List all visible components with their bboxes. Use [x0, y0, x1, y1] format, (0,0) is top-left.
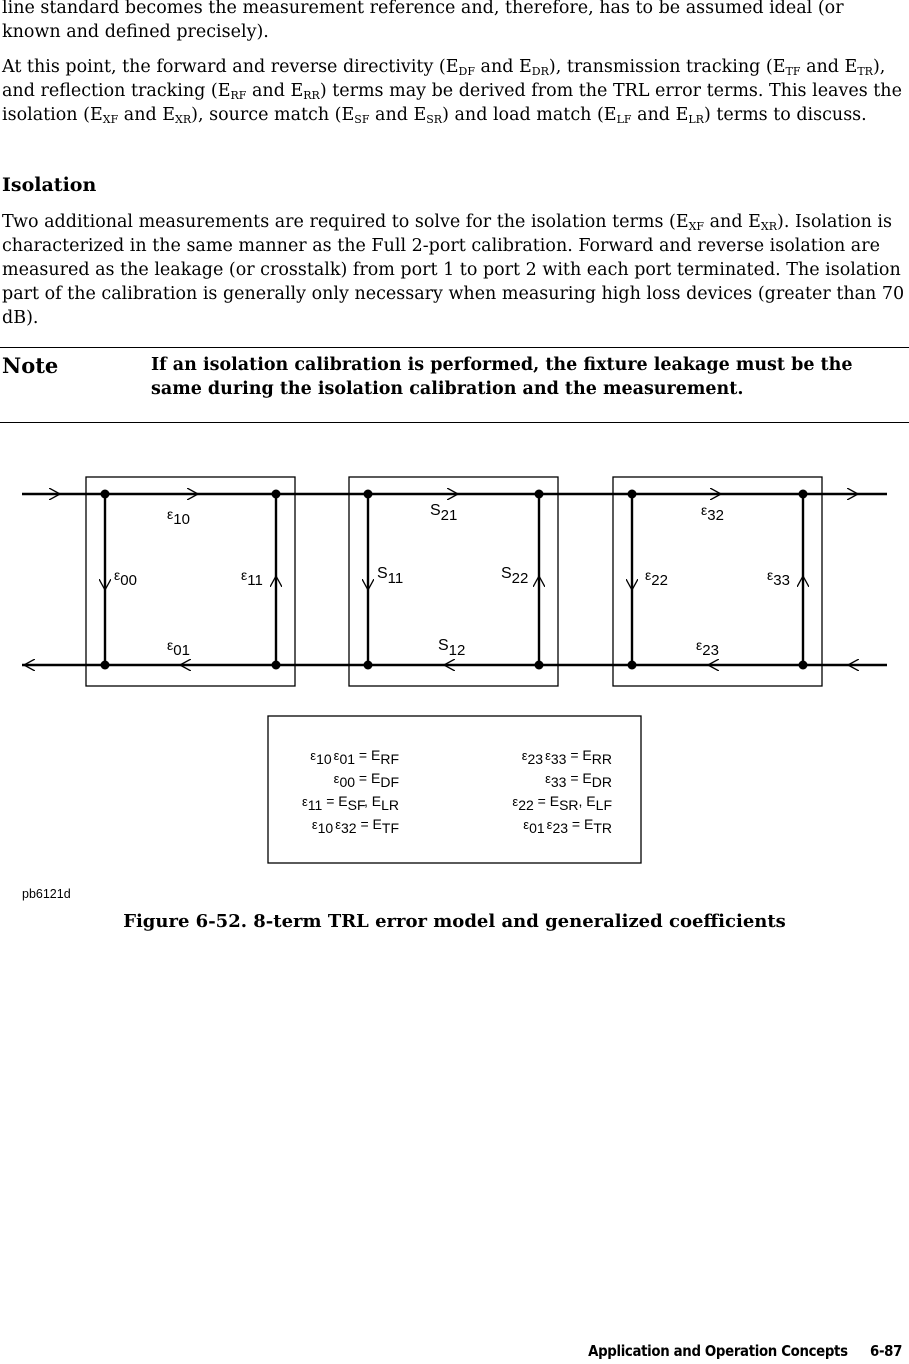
node	[364, 490, 373, 499]
label-e00: ε00	[114, 567, 137, 589]
page-footer	[588, 1342, 902, 1360]
node	[272, 661, 281, 670]
node	[101, 490, 110, 499]
section-heading-isolation: Isolation	[2, 174, 97, 196]
eq-e23-e33-err: ε23 ε33 = ERR	[521, 747, 612, 767]
node	[101, 661, 110, 670]
note-bottom-rule	[0, 422, 909, 423]
error-terms-paragraph: At this point, the forward and reverse directivity ($E_{DF}$ and $E_{DR}$), transmission tracking ($E_{TF}$ and $E_{TR}$), and reflection tracking ($E_{RF}$ and $E_{RR}$) terms may be derived from the TRL error terms. This leaves the isolation ($E_{XF}$ and $E_{XR}$), source match ($E_{SF}$ and $E_{SR}$) and load match ($E_{LF}$ and $E_{LR}$) terms to discuss.	[2, 57, 902, 126]
label-e23: ε23	[696, 637, 719, 659]
intro-paragraph: line standard becomes the measurement reference and, therefore, has to be assumed ideal (or known and defined precisely).	[2, 0, 844, 42]
page-number: 6-87	[870, 1342, 902, 1360]
node	[535, 661, 544, 670]
branch-labels	[114, 502, 790, 659]
note-label: Note	[2, 353, 59, 378]
label-e22: ε22	[645, 567, 668, 589]
label-e01: ε01	[167, 637, 190, 659]
node	[628, 661, 637, 670]
label-e10: ε10	[167, 506, 190, 528]
label-s11: S11	[377, 565, 404, 587]
label-s21: S21	[430, 502, 458, 524]
note-top-rule	[0, 347, 909, 348]
eq-e00-edf: ε00 = EDF	[333, 770, 399, 790]
eq-e01-e23-etr: ε01 ε23 = ETR	[523, 816, 612, 836]
node	[799, 490, 808, 499]
eq-e11-esf-elr: ε11 = ESF, ELR	[301, 793, 399, 813]
label-s12: S12	[438, 637, 466, 659]
eq-e33-edr: ε33 = EDR	[545, 770, 612, 790]
node	[535, 490, 544, 499]
eq-e10-e01-erf: ε10 ε01 = ERF	[310, 747, 399, 767]
label-e32: ε32	[701, 502, 724, 524]
isolation-paragraph: Two additional measurements are required to solve for the isolation terms ($E_{XF}$ and $E_{XR}$). Isolation is characterized in the same manner as the Full 2-port calibration. Forward and reverse isolation are measured as the leakage (or crosstalk) from port 1 to port 2 with each port terminated. The isolation part of the calibration is generally only necessary when measuring high loss devices (greater than 70 dB).	[2, 212, 905, 328]
label-e11: ε11	[241, 567, 263, 589]
coefficients-box	[268, 716, 641, 863]
eq-e22-esr-elf: ε22 = ESR, ELF	[512, 793, 612, 813]
eq-e10-e32-etf: ε10 ε32 = ETF	[311, 816, 399, 836]
node	[628, 490, 637, 499]
trl-error-model-diagram	[0, 460, 909, 880]
note-text: If an isolation calibration is performed, the fixture leakage must be the same during the isolation calibration and the measurement.	[151, 355, 853, 399]
footer-section-title: Application and Operation Concepts	[588, 1342, 848, 1360]
figure-id: pb6121d	[22, 887, 71, 901]
node	[799, 661, 808, 670]
node	[272, 490, 281, 499]
label-e33: ε33	[767, 567, 790, 589]
label-s22: S22	[501, 565, 529, 587]
coefficient-equations	[302, 747, 612, 836]
node	[364, 661, 373, 670]
figure-caption: Figure 6-52. 8-term TRL error model and generalized coefficients	[123, 911, 786, 932]
